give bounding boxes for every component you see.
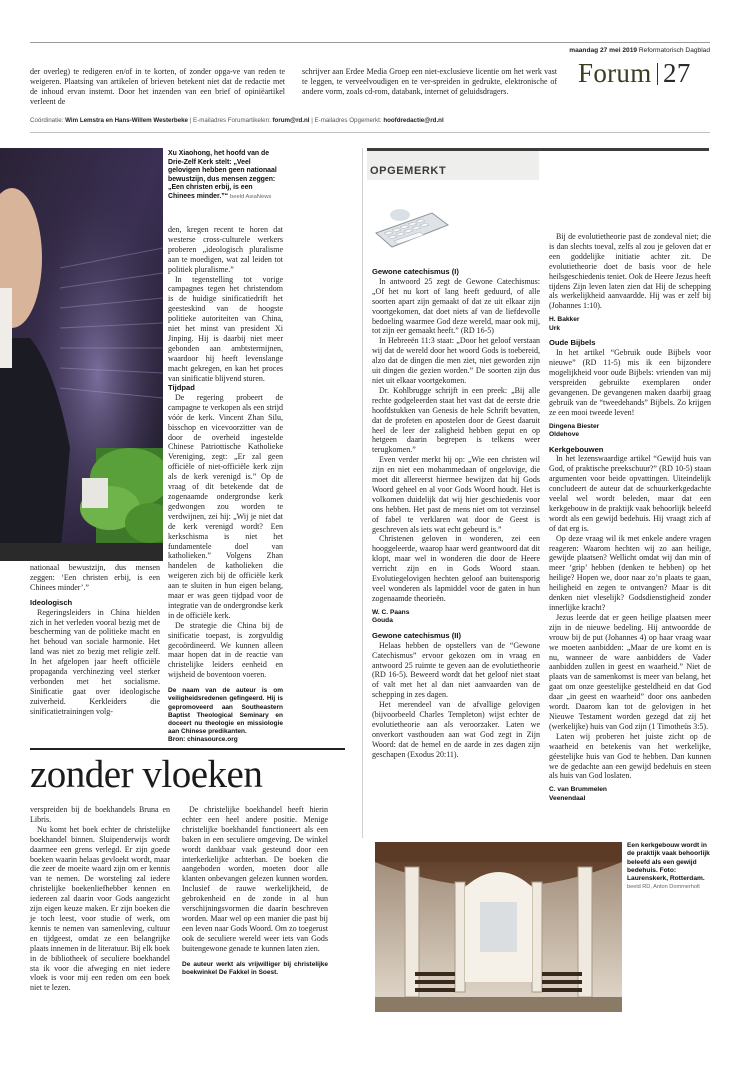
paragraph: In het lezenswaardige artikel “Gewijd huis van God, of praktische preekschuur?” (RD 10-5) staan argumenten voor beide opvattingen. Uiteindelijk concludeert de auteur dat de schuurkerkgedachte veelal wel wordt beleden, maar dat een kerkgebouw in de praktijk vaak behoorlijk beleefd wordt als een gewijd bedehuis. Hij vraagt zich af of dat erg is. bbox=[549, 454, 711, 533]
issue-date: maandag 27 mei 2019 bbox=[569, 47, 638, 54]
xu-xiaohong-photo bbox=[0, 148, 163, 561]
china-article-column-a bbox=[168, 225, 283, 384]
speaker-photo-image bbox=[0, 148, 163, 561]
coordinators: Wim Lemstra en Hans-Willem Westerbeke bbox=[65, 117, 188, 124]
paragraph: In antwoord 25 zegt de Gewone Catechismus: „Of het nu kort of lang heeft geduurd, of alle soorten apart zijn gemaakt of dat ze uit elkaar zijn voortgekomen, dat doet niets af van de liefdevolle bedoeling waarmee God deze wereld, maar ook mij, tot zijn eer gemaakt heeft.” (RD 16-5) bbox=[372, 276, 540, 336]
caption-credit: beeld AsiaNews bbox=[230, 193, 272, 200]
bookshop-column-2 bbox=[182, 805, 328, 977]
china-article-column-b bbox=[30, 563, 160, 717]
paragraph: Bij de evolutietheorie past de zondeval niet; die is dan slechts toeval, zelfs al zou je geloven dat er een goddelijke initiatie achter zit. De evolutietheorie doet de basis voor de hele heilsgeschiedenis teniet. Ook de Heere Jezus heeft tijdens Zijn leven laten zien dat Hij de schepping als werkelijkheid aanvaardde. Hij was er zelf bij (Johannes 1:10). bbox=[549, 232, 711, 311]
paragraph: De regering probeert de campagne te verkopen als een strijd vóór de kerk. Vincent Zhan Silu, bisschop en vicevoorzitter van de door de overheid ingestelde Chinese Patriottische Katholieke Vereniging, zegt: „Er zal geen officiële of niet-officiële kerk zijn als de kerk verenigd is.” Op de vraag of dit betekende dat de zogenaamde ondergrondse kerk gedwongen zou worden te verdwijnen, zei hij: „Wij je niet dat de kerk verenigd wordt? Een kerkschisma is niet het fundamentele doel van katholieken.” Volgens Zhan handelen de katholieken die weigeren zich bij de officiële kerk aan te sluiten in hun eigen belang, maar er was geen tijdpad voor de integratie van de ondergrondse kerk in de officiële kerk. bbox=[168, 392, 283, 620]
paper-name: Reformatorisch Dagblad bbox=[638, 47, 710, 54]
section-name: Forum bbox=[578, 58, 652, 88]
bookshop-column-1 bbox=[30, 805, 170, 993]
paragraph: nationaal bewustzijn, dus mensen zeggen: ‘Een christen erbij, is een Chinees minder’.” bbox=[30, 563, 160, 592]
church-photo-credit: beeld RD, Anton Dommerholt bbox=[627, 884, 700, 891]
caption-text: Xu Xiaohong, het hoofd van de Drie-Zelf Kerk stelt: „Veel gelovigen hebben geen nationaal bewustzijn, dus mensen zeggen: „Een christen erbij, is een Chinees minder.”“ bbox=[168, 150, 277, 200]
laurenskerk-photo bbox=[375, 842, 622, 1012]
author-note: De naam van de auteur is om veiligheidsredenen gefingeerd. Hij is gepromoveerd aan Southeastern Baptist Theological Seminary en doceert nu theologie en missiologie aan Chinese predikanten. Bron: chinasource.org bbox=[168, 687, 283, 744]
letter-heading: Oude Bijbels bbox=[549, 338, 596, 348]
title-separator bbox=[657, 63, 659, 85]
letter-signer: Dingena Biester Oldehove bbox=[549, 422, 600, 438]
paragraph: Christenen geloven in wonderen, zei een hooggeleerde, waarop haar werd geantwoord dat dit klopt, maar wel in wonderen die door de Heere verricht zijn en in Gods Woord staan. Evolutiegelovigen hechten geloof aan buitensporig veel wonderen als lapmiddel voor de gaten in hun zogenaamde theorieën. bbox=[372, 534, 540, 603]
paragraph: In het artikel “Gebruik oude Bijbels voor nieuwe” (RD 11-5) mis ik een bijzondere mogelijkheid voor oude Bijbels: vrienden van mij verspreiden gebruikte exemplaren onder gevangenen. De gevangenen maken daarbij graag gebruik van de “tweedehands” Bijbels. Zo krijgen ze een mooi tweede leven! bbox=[549, 348, 711, 417]
intro-left: der overleg) te redigeren en/of in te korten, of zonder opga-ve van reden te weigeren. Plaatsing van artikelen of brieven betekent niet dat de redactie met de inhoud ervan instemt. Door het inzenden van een brief of opiniëartikel verleent de bbox=[30, 67, 285, 106]
page-number: 27 bbox=[663, 58, 691, 88]
author-note: De auteur werkt als vrijwilliger bij christelijke boekwinkel De Fakkel in Soest. bbox=[182, 960, 328, 976]
opgemerkt-column-2 bbox=[549, 232, 711, 803]
paragraph: Laten wij proberen het juiste zicht op de waarheid en betekenis van het werkelijke, géestelijke huis van God te hebben. Dan kunnen we de gedachte aan een gewijd bedehuis en steen als huis van God loslaten. bbox=[549, 731, 711, 781]
section-title bbox=[578, 58, 691, 89]
opgemerkt-email-link[interactable]: hoofdredactie@rd.nl bbox=[383, 117, 444, 124]
opgemerkt-column-1 bbox=[372, 262, 540, 760]
paragraph: Het merendeel van de afvallige gelovigen (bijvoorbeeld Charles Templeton) wijst echter de evolutietheorie aan als veroorzaker. Laten we onverkort vasthouden aan wat God zegt in Zijn Woord: dat de hemel en de aarde in zes dagen zijn geschapen (Exodus 20:11). bbox=[372, 700, 540, 759]
photo-caption bbox=[168, 150, 280, 202]
headline-rule bbox=[30, 748, 345, 750]
dateline bbox=[569, 47, 710, 54]
letter-heading: Gewone catechismus (II) bbox=[372, 630, 462, 640]
letter-signer: H. Bakker Urk bbox=[549, 316, 580, 332]
paragraph: De strategie die China bij de sinificatie toepast, is zorgvuldig gecoördineerd. We kunnen alleen maar hopen dat in de reactie van christelijke leiders eenheid en wijsheid de boventoon voeren. bbox=[168, 620, 283, 680]
letter-heading: Gewone catechismus (I) bbox=[372, 267, 459, 276]
opgemerkt-label: OPGEMERKT bbox=[370, 165, 447, 177]
paragraph: De christelijke boekhandel heeft hierin echter een heel andere positie. Menige christelijke boekhandel functioneert als een baken in een seculiere omgeving. De winkel wordt dankbaar vaak gesteund door een interkerkelijke achterban. De boeken die aangeboden worden, moeten door alle klanten onbevangen gelezen kunnen worden. Inclusief de rauwe werkelijkheid, de gebrokenheid en de zonde in al hun verschijningsvormen die daarin beschreven worden. Maar wel op een manier die past bij een leven naar Gods Woord. Om zo toegerust ook de seculiere wereld weer iets van Gods buitengewone genade te kunnen laten zien. bbox=[182, 805, 328, 953]
keyboard-illustration bbox=[370, 195, 450, 255]
keyboard-icon bbox=[370, 195, 450, 255]
paragraph: Dr. Kohlbrugge schrijft in een preek: „Bij alle rechte godgeleerden staat het vast dat de eerste drie hoofdstukken van Genesis de hele Schrift bevatten, dat de profeten en apostelen door de Geest daaruit heel de leer der zaligheid hebben geput en op hetgeen daarin begrepen is telkens weer terugkomen.” bbox=[372, 385, 540, 455]
paragraph: Helaas hebben de opstellers van de “Gewone Catechismus” ervoor gekozen om in vraag en antwoord 25 ruimte te geven aan de evolutietheorie (RD 16-5). Beweerd wordt dat het geloof niet staat of valt met het al dan niet aanvaarden van de schepping in zes dagen. bbox=[372, 640, 540, 700]
letter-signer: C. van Brummelen Veenendaal bbox=[549, 786, 607, 802]
subheading-ideologisch: Ideologisch bbox=[30, 597, 73, 607]
section-divider bbox=[30, 132, 710, 133]
column-divider bbox=[362, 148, 363, 838]
intro-right: schrijver aan Erdee Media Groep een niet-exclusieve licentie om het werk vast te leggen, te verveelvoudigen en te ver-spreiden in gedrukte, elektronische of andere vorm, zoals cd-rom, databank, internet of geluidsdragers. bbox=[302, 67, 557, 96]
article-headline: zonder vloeken bbox=[30, 753, 263, 796]
paragraph: Even verder merkt hij op: „Wie een christen wil zijn en niet een mohammedaan of ongelovige, die moet dit allereerst hiermee bewijzen dat hij Gods Woord geheel en al voor Gods Woord houdt. Het is volkomen duidelijk dat wij hier geschiedenis voor ons hebben. Het past de mens niet om tot verzinsel of fabel te verklaren wat door de Geest is geschreven als iets wat echt gebeurd is.” bbox=[372, 455, 540, 534]
china-article-column-c bbox=[168, 378, 283, 745]
paragraph: In tegenstelling tot vorige campagnes tegen het christendom is de huidige sinificatiedrift het geesteskind van de hoogste politieke autoriteiten van China, niet het minst van president Xi Jinping. Hij is daarbij niet meer gebonden aan ambtstermijnen, waardoor hij heeft levenslange macht gekregen, en kan het proces van sinificatie blijvend sturen. bbox=[168, 274, 283, 383]
opgemerkt-top-rule bbox=[367, 148, 709, 151]
paragraph: Nu komt het boek echter de christelijke boekhandel binnen. Sluipenderwijs wordt daarmee een grens verlegd. Er zijn goede boeken waarin helaas gevloekt wordt, maar die zeer de moeite waard zijn om er kennis van te nemen. De worsteling zal iedere christelijke boekenliefhebber kennen en iedereen zal daarin voor Gods aangezicht zijn eigen keuze maken. Er zijn boeken die je toch leest, voor studie of werk, om kennis te nemen van samenleving, cultuur en tijdgeest, omdat ze een belangrijke plaats innemen in de literatuur. Bij elk boek in de bibliotheek of seculiere boekhandel sta ik voor die afweging en niet iedere vloek is voor mij een reden om een boek niet te lezen. bbox=[30, 824, 170, 993]
source-line: Bron: chinasource.org bbox=[168, 736, 238, 744]
church-photo-caption: Een kerkgebouw wordt in de praktijk vaak behoorlijk beleefd als een gewijd bedehuis. Foto: Laurenskerk, Rotterdam. beeld RD, Anton Dommerholt bbox=[627, 842, 710, 891]
subheading-tijdpad: Tijdpad bbox=[168, 383, 195, 392]
paragraph: In Hebreeën 11:3 staat: „Door het geloof verstaan wij dat de wereld door het woord Gods is toebereid, alzo dat de dingen die men ziet, niet geworden zijn uit dingen die gezien worden.” De soorten zijn dus niet uit elkaar voortgekomen. bbox=[372, 336, 540, 385]
letter-signer: W. C. Paans Gouda bbox=[372, 608, 410, 625]
letter-heading: Kerkgebouwen bbox=[549, 444, 604, 454]
paragraph: Op deze vraag wil ik met enkele andere vragen reageren: Waarom hechten wij zo aan heilige, gewijde plaatsen? Wellicht omdat wij dan min of meer ‘grip’ hebben (denken te hebben) op het heilige? Hopen we, door naar zo’n plaats te gaan, heiligheid en zegen te ontvangen? Maar is dit denken niet vleselijk? Godsdienstigheid zonder innerlijke kracht? bbox=[549, 533, 711, 612]
coordination-line: Coördinatie: Wim Lemstra en Hans-Willem Westerbeke | E-mailadres Forumartikelen: forum@rd.nl | E-mailadres Opgemerkt: hoofdredactie@rd.nl bbox=[30, 117, 444, 124]
paragraph: Regeringsleiders in China hielden zich in het verleden vooral bezig met de bescherming van de politieke macht en het behoud van sociale harmonie. Het land was niet zo bezig met religie zelf. In het afgelopen jaar heeft officiële propaganda verchinezing veel sterker verbonden met het socialisme. Sinificatie gaat over ideologische zuiverheid. Kerkleiders die sinificatietrainingen volg- bbox=[30, 607, 160, 716]
header-rule bbox=[30, 42, 710, 43]
forum-email-link[interactable]: forum@rd.nl bbox=[272, 117, 310, 124]
paragraph: den, kregen recent te horen dat westerse cross-culturele werkers proberen „ideologisch pluralisme aan te moedigen, wat zal leiden tot politiek pluralisme.” bbox=[168, 225, 283, 274]
paragraph: verspreiden bij de boekhandels Bruna en Libris. bbox=[30, 805, 170, 824]
paragraph: Jezus leerde dat er geen heilige plaatsen meer zijn in de nieuwe bedeling. Hij antwoordde de vrouw bij de put (Johannes 4) op haar vraag waar we moeten aanbidden: „Maar de ure komt en is nu, wanneer de ware aanbidders de Vader aanbidden zullen in geest en waarheid.” Niet de plaats van de samenkomst is meer van belang, het gaat om onze geestelijke gesteldheid en dat God daar „in geest en waarheid” door ons aanbeden wordt. Daarom kan tot de gelovigen in het Nieuwe Testament worden gezegd dat zij het (werkelijke) huis van God zijn (1 Timotheüs 3:5). bbox=[549, 612, 711, 731]
church-interior-image bbox=[375, 842, 622, 1012]
